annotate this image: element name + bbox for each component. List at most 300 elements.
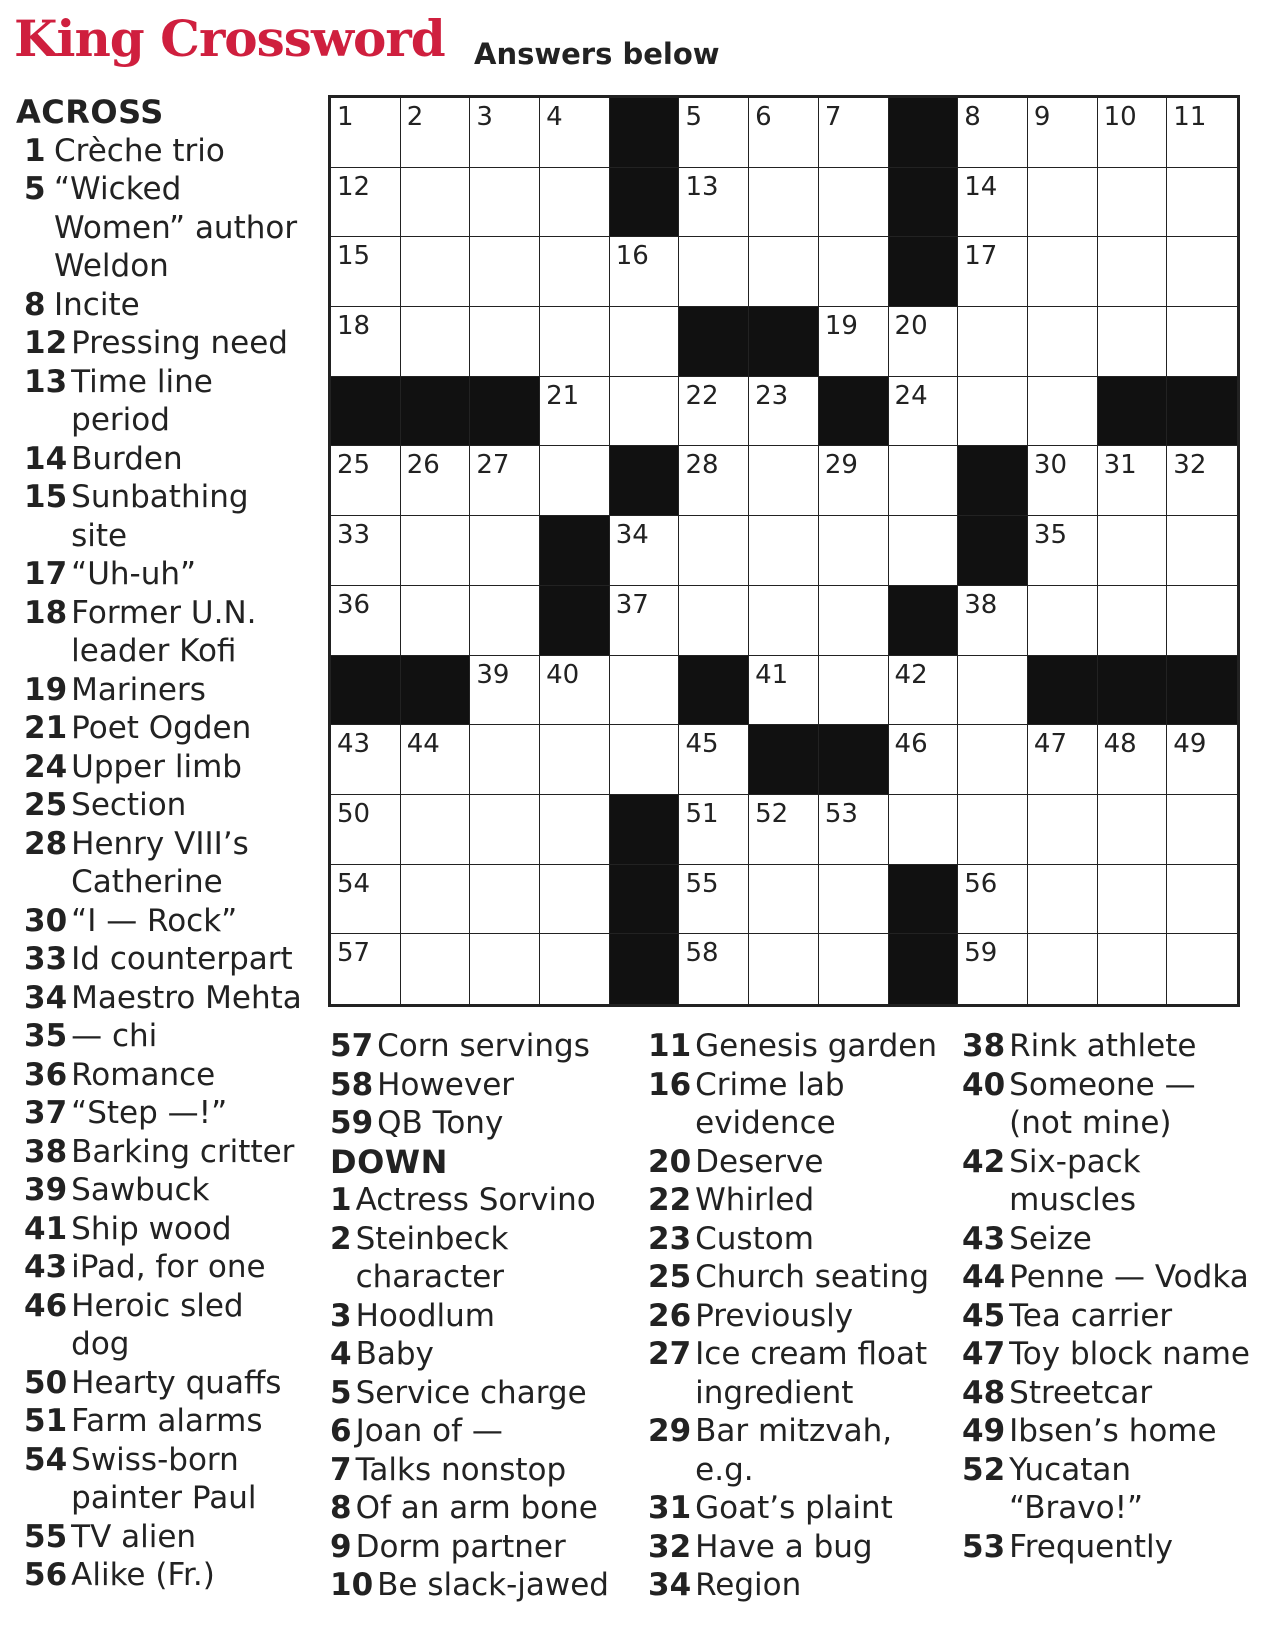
grid-cell[interactable] (1028, 168, 1098, 238)
clue-number: 21 (546, 380, 580, 411)
grid-cell[interactable] (889, 377, 959, 447)
clue-text: Whirled (695, 1182, 815, 1218)
grid-cell[interactable] (331, 307, 401, 377)
grid-cell[interactable] (1098, 586, 1168, 656)
clue-number-label: 25 (648, 1259, 692, 1295)
grid-cell[interactable] (1098, 516, 1168, 586)
grid-cell[interactable] (331, 865, 401, 935)
grid-cell[interactable] (679, 237, 749, 307)
grid-cell[interactable] (331, 795, 401, 865)
clue-number: 13 (685, 171, 719, 202)
grid-cell[interactable] (1167, 237, 1237, 307)
grid-cell[interactable] (1167, 934, 1237, 1004)
grid-cell[interactable] (819, 586, 889, 656)
down-clue (962, 1451, 1262, 1528)
grid-cell[interactable] (610, 586, 680, 656)
down-clue (330, 1181, 630, 1220)
grid-cell[interactable] (819, 795, 889, 865)
black-square (889, 586, 959, 656)
grid-cell[interactable] (889, 446, 959, 516)
clue-number: 54 (337, 868, 371, 899)
down-header: DOWN (330, 1142, 448, 1181)
clue-number: 2 (406, 102, 424, 132)
across-clue (16, 440, 306, 479)
down-clue (962, 1258, 1262, 1297)
black-square (958, 516, 1028, 586)
clue-number-label: 13 (24, 363, 68, 400)
clue-number: 7 (824, 102, 842, 132)
grid-cell[interactable] (540, 795, 610, 865)
grid-cell[interactable] (1028, 237, 1098, 307)
grid-cell[interactable] (610, 725, 680, 795)
grid-cell[interactable] (1098, 307, 1168, 377)
grid-cell[interactable] (749, 934, 819, 1004)
grid-cell[interactable] (540, 656, 610, 726)
clue-number: 31 (1103, 450, 1137, 481)
clue-number: 30 (1033, 450, 1068, 481)
clue-number-label: 37 (24, 1095, 68, 1131)
grid-cell[interactable] (1028, 516, 1098, 586)
grid-cell[interactable] (819, 168, 889, 238)
grid-cell[interactable] (819, 516, 889, 586)
clue-text: Custom (695, 1220, 814, 1257)
clue-text: “Uh-uh” (71, 556, 197, 592)
grid-cell[interactable] (749, 516, 819, 586)
grid-cell[interactable] (401, 98, 471, 168)
clue-number: 12 (337, 171, 371, 202)
grid-cell[interactable] (889, 795, 959, 865)
grid-cell[interactable] (679, 168, 749, 238)
clue-number-label: 5 (24, 171, 46, 207)
across-clue (16, 1056, 306, 1095)
clue-number-label: 34 (648, 1567, 692, 1603)
grid-cell[interactable] (1098, 168, 1168, 238)
clue-text: iPad, for one (71, 1249, 266, 1285)
clue-number-label: 40 (962, 1066, 1006, 1103)
down-clue (962, 1220, 1262, 1259)
clue-text: Upper limb (71, 748, 242, 785)
clue-number: 6 (755, 102, 772, 132)
clue-number: 4 (546, 102, 563, 132)
grid-cell[interactable] (540, 934, 610, 1004)
clue-text: Streetcar (1009, 1374, 1153, 1411)
grid-cell[interactable] (1028, 377, 1098, 447)
grid-cell[interactable] (958, 307, 1028, 377)
clue-text: Six-pack muscles (1009, 1143, 1141, 1218)
grid-cell[interactable] (679, 865, 749, 935)
clue-number: 48 (1103, 729, 1137, 760)
grid-cell[interactable] (679, 516, 749, 586)
grid-cell[interactable] (1028, 98, 1098, 168)
black-square (1028, 656, 1098, 726)
grid-cell[interactable] (819, 237, 889, 307)
black-square (1167, 377, 1237, 447)
clue-number-label: 10 (330, 1567, 374, 1603)
clue-text: Ship wood (71, 1210, 232, 1247)
across-clue (330, 1104, 630, 1143)
across-clue (16, 786, 306, 825)
grid-cell[interactable] (470, 168, 540, 238)
clue-number: 43 (337, 729, 371, 760)
clue-text: Bar mitzvah, e.g. (695, 1413, 893, 1488)
grid-cell[interactable] (749, 795, 819, 865)
clue-text: Alike (Fr.) (71, 1557, 215, 1593)
grid-cell[interactable] (540, 446, 610, 516)
clue-number: 9 (1033, 102, 1051, 132)
grid-cell[interactable] (401, 725, 471, 795)
clue-text: Barking critter (71, 1133, 295, 1170)
clue-text: Romance (71, 1056, 216, 1093)
clue-number: 29 (824, 450, 858, 481)
grid-cell[interactable] (958, 795, 1028, 865)
grid-cell[interactable] (401, 865, 471, 935)
black-square (331, 377, 401, 447)
grid-cell[interactable] (679, 934, 749, 1004)
grid-cell[interactable] (1098, 446, 1168, 516)
grid-cell[interactable] (1028, 446, 1098, 516)
grid-cell[interactable] (470, 795, 540, 865)
grid-cell[interactable] (470, 725, 540, 795)
grid-cell[interactable] (1028, 725, 1098, 795)
grid-cell[interactable] (470, 98, 540, 168)
clue-number-label: 8 (330, 1490, 352, 1526)
clue-number: 40 (546, 659, 580, 690)
black-square (540, 516, 610, 586)
clue-number-label: 17 (24, 556, 68, 592)
down-clue (648, 1181, 948, 1220)
clue-text: Rink athlete (1009, 1028, 1197, 1064)
clue-text: Burden (71, 440, 183, 477)
grid-cell[interactable] (819, 98, 889, 168)
across-clue (16, 979, 306, 1018)
clue-text: Tea carrier (1009, 1297, 1173, 1334)
black-square (889, 237, 959, 307)
down-clue (330, 1528, 630, 1567)
grid-cell[interactable] (749, 656, 819, 726)
grid-cell[interactable] (958, 725, 1028, 795)
grid-cell[interactable] (1098, 795, 1168, 865)
grid-cell[interactable] (679, 795, 749, 865)
grid-cell[interactable] (1167, 516, 1237, 586)
clue-number: 45 (685, 729, 719, 760)
clue-text: Mariners (71, 671, 206, 708)
black-square (610, 98, 680, 168)
clue-text: Talks nonstop (355, 1451, 567, 1488)
grid-cell[interactable] (470, 446, 540, 516)
grid-cell[interactable] (749, 168, 819, 238)
grid-cell[interactable] (1167, 865, 1237, 935)
grid-cell[interactable] (610, 237, 680, 307)
grid-cell[interactable] (610, 307, 680, 377)
clue-text: Of an arm bone (355, 1490, 598, 1526)
clue-text: However (377, 1066, 515, 1103)
black-square (401, 656, 471, 726)
black-square (470, 377, 540, 447)
clue-number-label: 3 (330, 1297, 352, 1334)
black-square (610, 865, 680, 935)
clue-number-label: 19 (24, 671, 68, 708)
grid-cell[interactable] (749, 377, 819, 447)
across-clue (16, 940, 306, 979)
grid-cell[interactable] (540, 168, 610, 238)
down-clue (330, 1335, 630, 1374)
grid-cell[interactable] (1167, 725, 1237, 795)
clue-number: 42 (894, 659, 928, 690)
grid-cell[interactable] (331, 446, 401, 516)
grid-cell[interactable] (470, 934, 540, 1004)
down-clue (962, 1027, 1262, 1066)
clue-number: 11 (1173, 102, 1207, 132)
clue-number-label: 38 (24, 1133, 68, 1170)
grid-cell[interactable] (1098, 934, 1168, 1004)
clue-text: Yucatan “Bravo!” (1009, 1451, 1144, 1526)
grid-cell[interactable] (331, 934, 401, 1004)
grid-cell[interactable] (401, 586, 471, 656)
grid-cell[interactable] (540, 377, 610, 447)
grid-cell[interactable] (331, 168, 401, 238)
clue-number: 47 (1033, 729, 1068, 760)
clue-number: 27 (476, 450, 510, 481)
grid-cell[interactable] (401, 934, 471, 1004)
grid-cell[interactable] (889, 516, 959, 586)
down-clue (962, 1143, 1262, 1220)
grid-cell[interactable] (540, 98, 610, 168)
grid-cell[interactable] (958, 168, 1028, 238)
across-clue (16, 1287, 306, 1364)
grid-cell[interactable] (540, 725, 610, 795)
clue-number-label: 51 (24, 1403, 68, 1439)
clue-number-label: 46 (24, 1287, 68, 1324)
clue-number-label: 12 (24, 325, 68, 361)
clue-number-label: 58 (330, 1066, 374, 1103)
grid-cell[interactable] (819, 446, 889, 516)
grid-cell[interactable] (610, 377, 680, 447)
grid-cell[interactable] (331, 237, 401, 307)
black-square (819, 377, 889, 447)
across-clue (16, 286, 306, 325)
clue-number: 50 (337, 798, 371, 829)
across-clue (16, 594, 306, 671)
clue-number-label: 59 (330, 1105, 374, 1141)
across-clue (16, 363, 306, 440)
clue-number-label: 50 (24, 1364, 68, 1401)
clue-number-label: 23 (648, 1220, 692, 1257)
black-square (1098, 377, 1168, 447)
clue-number: 37 (615, 589, 649, 620)
grid-cell[interactable] (1098, 237, 1168, 307)
clue-number-label: 5 (330, 1374, 352, 1411)
clue-number: 18 (337, 311, 371, 342)
clue-column-3 (648, 1027, 948, 1605)
grid-cell[interactable] (958, 865, 1028, 935)
grid-cell[interactable] (958, 98, 1028, 168)
grid-cell[interactable] (540, 307, 610, 377)
grid-cell[interactable] (889, 656, 959, 726)
grid-cell[interactable] (331, 98, 401, 168)
across-clue (16, 1364, 306, 1403)
clue-number-label: 18 (24, 594, 68, 631)
clue-text: “Wicked Women” author Weldon (54, 171, 298, 284)
clue-text: Penne — Vodka (1009, 1259, 1249, 1295)
across-clue (16, 1094, 306, 1133)
grid-cell[interactable] (331, 586, 401, 656)
clue-number: 5 (685, 102, 702, 132)
grid-cell[interactable] (819, 934, 889, 1004)
grid-cell[interactable] (1028, 586, 1098, 656)
clue-text: Someone — (not mine) (1009, 1066, 1196, 1141)
grid-cell[interactable] (819, 307, 889, 377)
grid-cell[interactable] (1167, 98, 1237, 168)
grid-cell[interactable] (679, 586, 749, 656)
clue-number-label: 56 (24, 1557, 68, 1593)
across-clue (16, 748, 306, 787)
grid-cell[interactable] (1167, 586, 1237, 656)
grid-cell[interactable] (401, 237, 471, 307)
grid-cell[interactable] (1028, 934, 1098, 1004)
clue-number-label: 7 (330, 1451, 352, 1488)
clue-text: Toy block name (1009, 1336, 1250, 1372)
clue-number: 19 (824, 311, 858, 342)
clue-number-label: 44 (962, 1259, 1006, 1295)
clue-text: Section (71, 787, 187, 823)
clue-number-label: 4 (330, 1336, 352, 1372)
grid-cell[interactable] (540, 237, 610, 307)
clue-number-label: 43 (962, 1220, 1006, 1257)
black-square (610, 168, 680, 238)
clue-text: QB Tony (377, 1105, 504, 1141)
clue-number: 35 (1033, 520, 1068, 551)
grid-cell[interactable] (610, 516, 680, 586)
down-clue (962, 1374, 1262, 1413)
grid-cell[interactable] (1167, 168, 1237, 238)
grid-cell[interactable] (819, 865, 889, 935)
grid-cell[interactable] (679, 725, 749, 795)
grid-cell[interactable] (540, 865, 610, 935)
grid-cell[interactable] (749, 98, 819, 168)
grid-cell[interactable] (401, 516, 471, 586)
grid-cell[interactable] (470, 237, 540, 307)
clue-number-label: 21 (24, 710, 68, 746)
black-square (889, 934, 959, 1004)
down-clue (330, 1374, 630, 1413)
clue-number: 33 (337, 520, 371, 551)
grid-cell[interactable] (958, 586, 1028, 656)
clue-column-1 (16, 93, 306, 1595)
grid-cell[interactable] (749, 586, 819, 656)
grid-cell[interactable] (889, 725, 959, 795)
grid-cell[interactable] (470, 865, 540, 935)
grid-cell[interactable] (1098, 725, 1168, 795)
page-title: King Crossword (14, 9, 445, 68)
across-header: ACROSS (16, 93, 164, 131)
down-clue (330, 1451, 630, 1490)
clue-number-label: 34 (24, 979, 68, 1016)
clue-number-label: 1 (330, 1182, 352, 1218)
clue-number: 44 (406, 729, 440, 760)
grid-cell[interactable] (958, 237, 1028, 307)
grid-cell[interactable] (958, 377, 1028, 447)
grid-cell[interactable] (470, 516, 540, 586)
grid-cell[interactable] (958, 656, 1028, 726)
clue-number-label: 38 (962, 1028, 1006, 1064)
grid-cell[interactable] (1167, 446, 1237, 516)
clue-number-label: 24 (24, 748, 68, 785)
across-clue (16, 1248, 306, 1287)
clue-number: 24 (894, 380, 928, 411)
grid-cell[interactable] (610, 656, 680, 726)
across-clue (16, 1210, 306, 1249)
across-clue (16, 555, 306, 594)
grid-cell[interactable] (1028, 307, 1098, 377)
across-clue (16, 1441, 306, 1518)
grid-cell[interactable] (958, 934, 1028, 1004)
clue-text: Deserve (695, 1143, 824, 1180)
black-square (749, 725, 819, 795)
grid-cell[interactable] (1098, 865, 1168, 935)
clue-text: — chi (71, 1018, 158, 1054)
clue-number-label: 11 (648, 1028, 692, 1064)
clue-number: 58 (685, 938, 719, 969)
clue-number-label: 31 (648, 1490, 692, 1526)
clue-number: 1 (337, 102, 354, 132)
grid-cell[interactable] (679, 377, 749, 447)
clue-text: Dorm partner (355, 1528, 566, 1565)
clue-number-label: 26 (648, 1297, 692, 1334)
grid-cell[interactable] (401, 168, 471, 238)
clue-number: 22 (685, 380, 719, 411)
clue-text: Sunbathing site (71, 479, 249, 554)
grid-cell[interactable] (331, 516, 401, 586)
clue-number: 51 (685, 798, 719, 829)
grid-cell[interactable] (401, 307, 471, 377)
grid-cell[interactable] (679, 98, 749, 168)
grid-cell[interactable] (401, 446, 471, 516)
across-clue (16, 170, 306, 286)
grid-cell[interactable] (1028, 865, 1098, 935)
grid-cell[interactable] (401, 795, 471, 865)
grid-cell[interactable] (1167, 795, 1237, 865)
clue-text: Ice cream float ingredient (695, 1336, 928, 1411)
clue-number-label: 45 (962, 1297, 1006, 1334)
clue-number-label: 1 (24, 132, 46, 169)
across-clue (16, 1402, 306, 1441)
clue-number: 17 (964, 241, 998, 272)
clue-number-label: 28 (24, 825, 68, 862)
across-clue (16, 1017, 306, 1056)
clue-text: Region (695, 1567, 802, 1603)
clue-text: TV alien (71, 1518, 197, 1555)
grid-cell[interactable] (819, 656, 889, 726)
grid-cell[interactable] (749, 237, 819, 307)
clue-text: Hearty quaffs (71, 1364, 282, 1401)
answers-note: Answers below (474, 37, 720, 71)
grid-cell[interactable] (749, 865, 819, 935)
down-clue (648, 1143, 948, 1182)
clue-text: Steinbeck character (355, 1220, 509, 1295)
grid-cell[interactable] (470, 586, 540, 656)
grid-cell[interactable] (889, 307, 959, 377)
grid-cell[interactable] (749, 446, 819, 516)
grid-cell[interactable] (1098, 98, 1168, 168)
black-square (610, 446, 680, 516)
grid-cell[interactable] (331, 725, 401, 795)
grid-cell[interactable] (679, 446, 749, 516)
grid-cell[interactable] (470, 307, 540, 377)
grid-cell[interactable] (1167, 307, 1237, 377)
grid-cell[interactable] (470, 656, 540, 726)
clue-number: 39 (476, 659, 510, 690)
grid-cell[interactable] (1028, 795, 1098, 865)
